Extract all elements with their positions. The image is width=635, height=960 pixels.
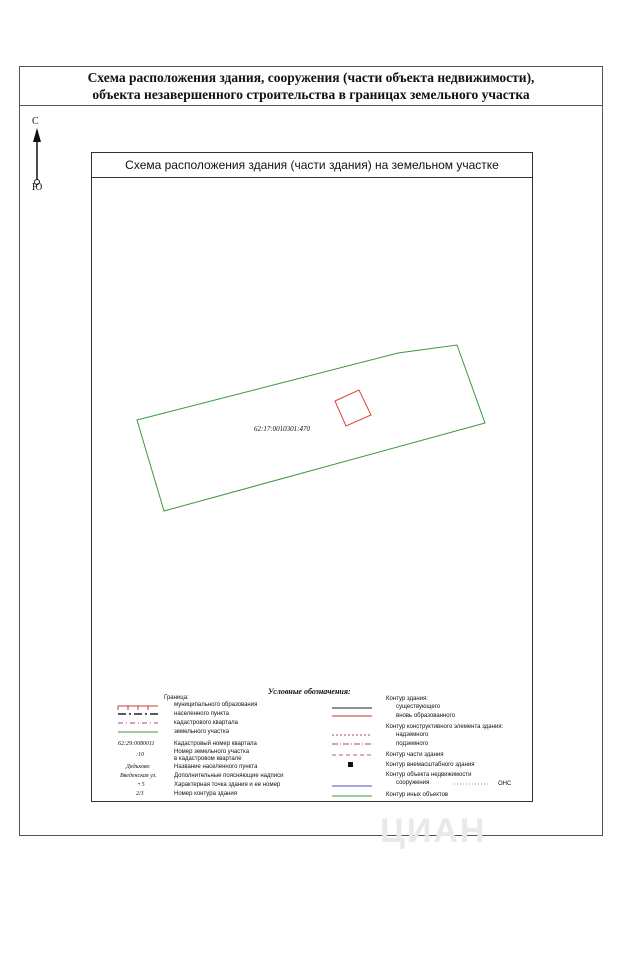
legend-municipal: муниципального образования [174,702,258,708]
legend-quarter: кадастрового квартала [174,720,239,726]
legend-part: Контур части здания [386,752,444,758]
title-line-1: Схема расположения здания, сооружения (части объекта недвижимости), [87,70,535,85]
legend-settlement: населенного пункта [174,711,229,717]
compass-south-label: Ю [32,182,43,193]
legend-boundary-title: Граница: [164,695,189,701]
legend-off-scale: Контур внемасштабного здания [386,762,475,768]
legend-land-plot: земельного участка [174,729,229,735]
legend-plot-number-1: Номер земельного участка [174,749,250,755]
legend-above-ground: надземного [396,732,429,738]
legend-quarter-number: Кадастровый номер квартала [174,741,257,747]
legend-existing: существующего [396,704,441,710]
legend-sample-extra: Введенская ул. [120,773,157,779]
watermark: ЦИАН [380,812,487,850]
legend-sample-contour: 2/3 [136,791,144,797]
legend-sample-point: • 5 [138,782,145,788]
legend-ons: ОНС [498,781,512,787]
legend-property: Контур объекта недвижимости [386,772,472,778]
legend-new: вновь образованного [396,713,456,719]
compass-north-label: С [32,116,39,127]
legend-structure: сооружения [396,780,430,786]
legend-other: Контур иных объектов [386,792,449,798]
legend-point: Характерная точка здания и ее номер [174,782,281,788]
legend-contour-number: Номер контура здания [174,791,237,797]
legend-settlement-name: Название населенного пункта [174,764,258,770]
legend-sample-plot: :10 [136,752,144,758]
legend-structural: Контур конструктивного элемента здания: [386,724,504,730]
legend-underground: подземного [396,741,429,747]
legend-sample-settlement: Дядьково [126,764,150,770]
title-line-2: объекта незавершенного строительства в границах земельного участка [92,87,530,102]
legend-heading: Условные обозначения: [268,687,351,696]
legend-plot-number-2: в кадастровом квартале [174,756,242,762]
scheme-title: Схема расположения здания (части здания) на земельном участке [91,152,533,178]
legend-sample-quarter: 62:29:0080011 [118,741,155,747]
parcel-number: 62:17:0010301:470 [254,425,310,433]
legend-extra: Дополнительные поясняющие надписи [174,773,284,779]
legend-building-contour: Контур здания: [386,696,428,702]
legend-symbol-off-scale [348,762,353,767]
legend-symbol-municipal [118,706,158,710]
